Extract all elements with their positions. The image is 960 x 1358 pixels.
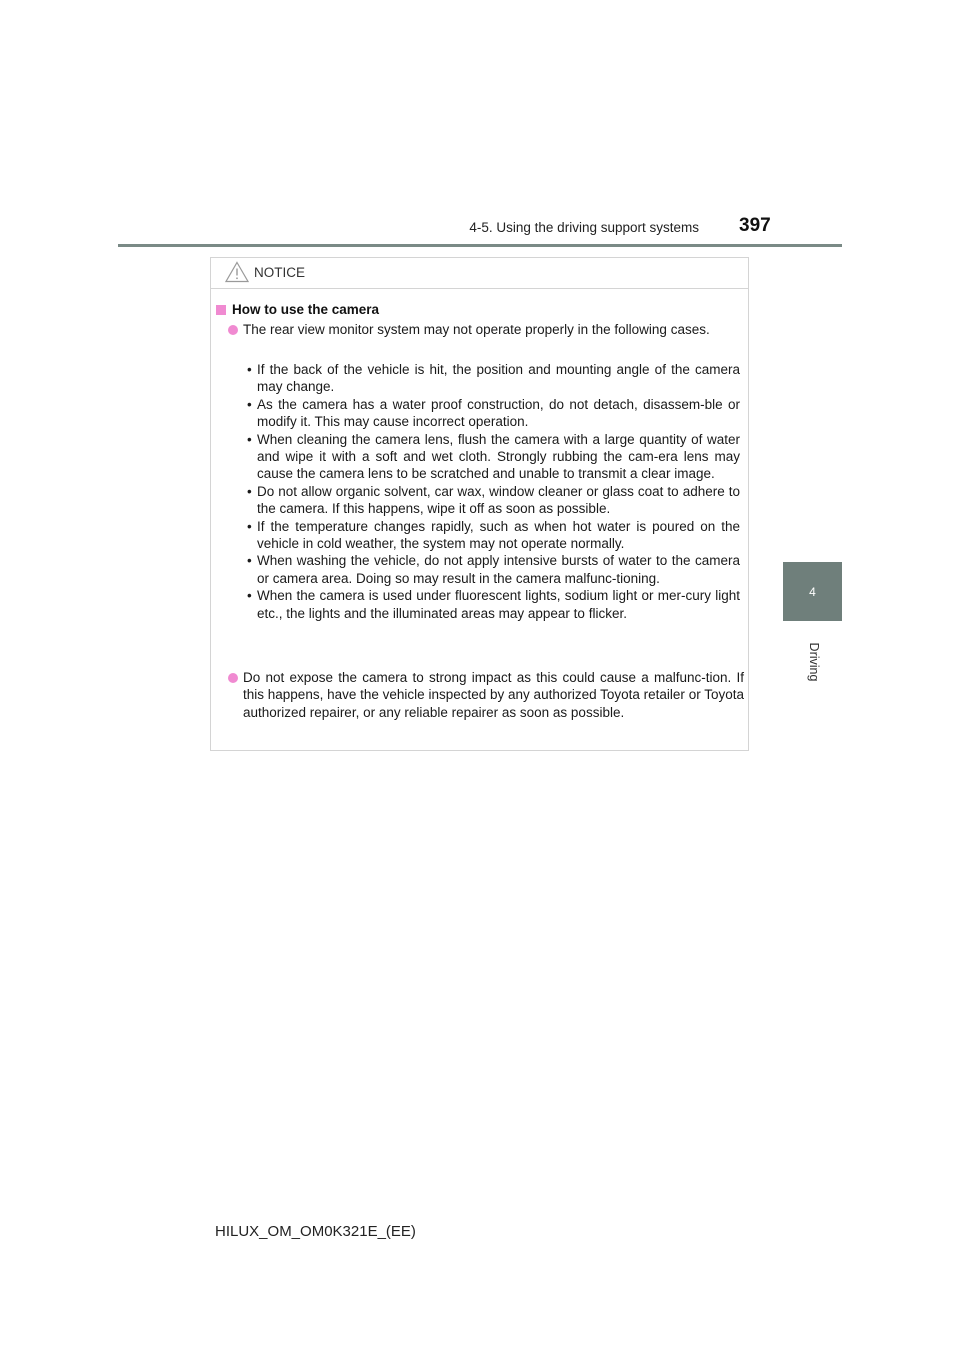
list-item: • As the camera has a water proof construction, do not detach, disassem-ble or modify it. This may cause incorrect operation. xyxy=(247,396,740,430)
header-divider xyxy=(118,244,842,247)
sub-item-list xyxy=(247,361,740,622)
list-item-text: If the back of the vehicle is hit, the position and mounting angle of the camera may change. xyxy=(257,362,740,395)
list-item: • Do not allow organic solvent, car wax, window cleaner or glass coat to adhere to the camera. If this happens, wipe it off as soon as possible. xyxy=(247,483,740,517)
list-item-text: If the temperature changes rapidly, such as when hot water is poured on the vehicle in cold weather, the system may not operate normally. xyxy=(257,518,740,552)
notice-header xyxy=(211,258,748,289)
page-number: 397 xyxy=(739,215,771,236)
chapter-tab[interactable] xyxy=(783,562,842,621)
list-item: • When washing the vehicle, do not apply intensive bursts of water to the camera or camera area. Doing so may result in the camera malfunc-tioning. xyxy=(247,553,740,586)
document-code: HILUX_OM_OM0K321E_(EE) xyxy=(215,1223,416,1240)
list-item: • If the temperature changes rapidly, such as when hot water is poured on the vehicle in cold weather, the system may not operate normally. xyxy=(247,518,740,552)
list-item-text: When the camera is used under fluorescent lights, sodium light or mer-cury light etc., the lights and the illuminated areas may appear to flicker. xyxy=(257,588,740,621)
heading-text: How to use the camera xyxy=(232,302,380,317)
list-item: • When cleaning the camera lens, flush the camera with a large quantity of water and wipe it with a soft and wet cloth. Strongly rubbing the cam-era lens may cause the camera lens to be scratched and unable to transmit a clear image. xyxy=(247,431,740,482)
square-bullet-icon xyxy=(216,305,226,315)
circle-bullet-icon xyxy=(228,673,238,683)
chapter-label: Driving xyxy=(807,642,821,682)
list-item: • When the camera is used under fluorescent lights, sodium light or mer-cury light etc., the lights and the illuminated areas may appear to flicker. xyxy=(247,588,740,621)
list-item-text: When washing the vehicle, do not apply intensive bursts of water to the camera or camera area. Doing so may result in the camera malfunc-tioning. xyxy=(257,553,740,586)
list-item-text: Do not allow organic solvent, car wax, window cleaner or glass coat to adhere to the camera. If this happens, wipe it off as soon as possible. xyxy=(257,483,740,517)
bullet-paragraph-2: Do not expose the camera to strong impact as this could cause a malfunc-tion. If this happens, have the vehicle inspected by any authorized Toyota retailer or Toyota authorized repairer, or any reliable repairer as soon as possible. xyxy=(243,670,744,720)
warning-triangle-icon xyxy=(225,261,249,283)
list-item-text: When cleaning the camera lens, flush the camera with a large quantity of water and wipe it with a soft and wet cloth. Strongly rubbing the cam-era lens may cause the camera lens to be scratched and unable to transmit a clear image. xyxy=(257,431,740,482)
chapter-number: 4 xyxy=(809,584,816,599)
circle-bullet-icon xyxy=(228,325,238,335)
bullet-paragraph-1: The rear view monitor system may not operate properly in the following cases. xyxy=(243,322,710,337)
list-item-text: As the camera has a water proof construction, do not detach, disassem-ble or modify it. This may cause incorrect operation. xyxy=(257,396,740,430)
notice-box xyxy=(210,257,749,751)
section-heading xyxy=(216,301,379,318)
section-title: 4-5. Using the driving support systems xyxy=(469,220,699,235)
notice-label: NOTICE xyxy=(254,265,306,280)
list-item: • If the back of the vehicle is hit, the position and mounting angle of the camera may change. xyxy=(247,362,740,395)
